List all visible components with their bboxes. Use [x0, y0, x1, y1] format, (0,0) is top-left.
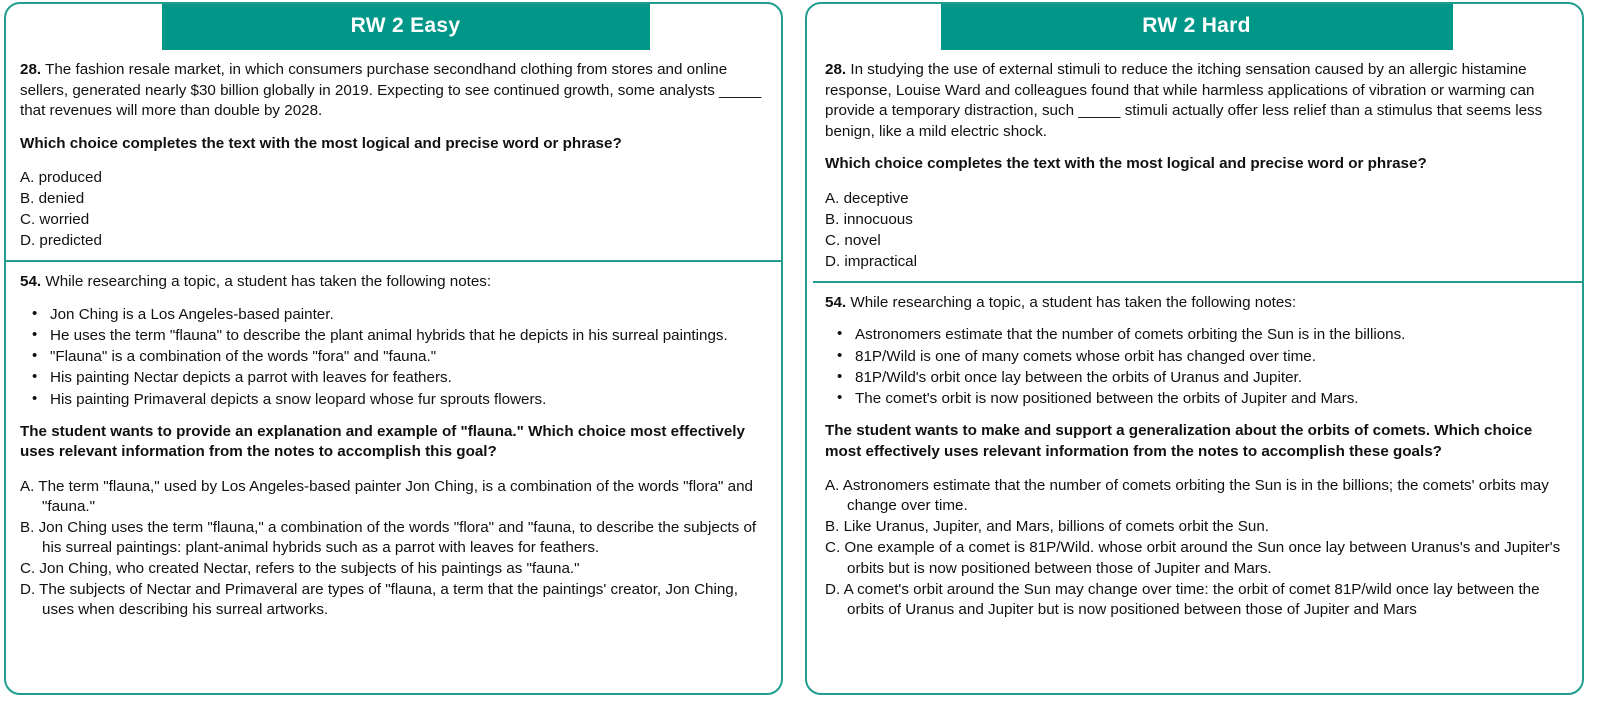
- choice-c[interactable]: C. novel: [825, 231, 881, 249]
- note-item: • 81P/Wild is one of many comets whose orbit has changed over time.: [825, 347, 1568, 367]
- panel-rw2-hard: [805, 2, 1584, 695]
- choice-b[interactable]: B. Like Uranus, Jupiter, and Mars, billions of comets orbit the Sun.: [825, 518, 1270, 536]
- panel-header-hard: [807, 4, 1582, 50]
- note-item: • 81P/Wild's orbit once lay between the orbits of Uranus and Jupiter.: [825, 368, 1568, 388]
- question-54-easy: [6, 262, 781, 629]
- question-54-notes-easy: [20, 305, 767, 410]
- question-28-choices-easy: [20, 168, 767, 251]
- question-28-easy: [6, 50, 781, 260]
- choice-d[interactable]: D. predicted: [20, 232, 102, 250]
- note-item: • The comet's orbit is now positioned between the orbits of Jupiter and Mars.: [825, 389, 1568, 409]
- question-54-stem-easy: [20, 272, 767, 293]
- question-28-prompt-easy: Which choice completes the text with the most logical and precise word or phrase?: [20, 134, 622, 152]
- choice-b[interactable]: B. innocuous: [825, 210, 913, 228]
- question-28-stem-hard: [825, 60, 1568, 142]
- question-54-prompt-easy: The student wants to provide an explanation and example of "flauna." Which choice most effectively uses relevant information from the notes to accomplish this goal?: [20, 422, 745, 461]
- question-28-hard: [807, 50, 1582, 281]
- question-54-number-hard: 54.: [825, 293, 847, 311]
- choice-a[interactable]: A. The term "flauna," used by Los Angeles-based painter Jon Ching, is a combination of the words "flora" and "fauna.": [20, 477, 753, 516]
- choice-a[interactable]: A. Astronomers estimate that the number of comets orbiting the Sun is in the billions; the comets' orbits may change over time.: [825, 477, 1549, 515]
- question-54-stem-text-hard: While researching a topic, a student has taken the following notes:: [850, 293, 1297, 311]
- note-item: • His painting Primaveral depicts a snow leopard whose fur sprouts flowers.: [20, 390, 767, 410]
- question-28-number-hard: 28.: [825, 61, 847, 78]
- question-54-choices-hard: [825, 476, 1568, 619]
- question-54-notes-hard: [825, 325, 1568, 409]
- choice-d[interactable]: D. The subjects of Nectar and Primaveral are types of "flauna, a term that the paintings' creator, Jon Ching, uses when describing his surreal artworks.: [20, 581, 738, 619]
- question-54-number-easy: 54.: [20, 273, 42, 291]
- choice-d[interactable]: D. A comet's orbit around the Sun may change over time: the orbit of comet 81P/wild once lay between the orbits of Uranus and Jupiter but is now positioned between those of Jupiter and Mars: [825, 580, 1540, 618]
- question-54-hard: [807, 283, 1582, 629]
- question-28-number-easy: 28.: [20, 61, 42, 78]
- panel-header-easy: [6, 4, 781, 50]
- question-28-stem-text-easy: The fashion resale market, in which consumers purchase secondhand clothing from stores and online sellers, generated nearly $30 billion globally in 2019. Expecting to see continued growth, some analysts _____ that revenues will more than double by 2028.: [20, 61, 762, 120]
- question-54-stem-hard: [825, 293, 1568, 314]
- question-28-choices-hard: [825, 189, 1568, 272]
- note-item: • "Flauna" is a combination of the words "fora" and "fauna.": [20, 347, 767, 367]
- question-54-stem-text-easy: While researching a topic, a student has taken the following notes:: [45, 273, 492, 291]
- panel-title-banner-hard: RW 2 Hard: [941, 2, 1453, 50]
- choice-c[interactable]: C. Jon Ching, who created Nectar, refers to the subjects of his paintings as "fauna.": [20, 560, 580, 578]
- choice-c[interactable]: C. worried: [20, 211, 90, 229]
- question-28-stem-easy: [20, 60, 767, 122]
- choice-b[interactable]: B. denied: [20, 190, 85, 208]
- choice-a[interactable]: A. produced: [20, 169, 102, 187]
- note-item: • Astronomers estimate that the number of comets orbiting the Sun is in the billions.: [825, 325, 1568, 345]
- question-54-choices-easy: [20, 477, 767, 620]
- choice-c[interactable]: C. One example of a comet is 81P/Wild. whose orbit around the Sun once lay between Uranus's and Jupiter's orbits but is now positioned between those of Jupiter and Mars.: [825, 539, 1561, 577]
- choice-b[interactable]: B. Jon Ching uses the term "flauna," a combination of the words "flora" and "fauna, to describe the subjects of his surreal paintings: plant-animal hybrids such as a parrot with leaves for feathers.: [20, 519, 757, 557]
- question-54-prompt-hard: The student wants to make and support a generalization about the orbits of comets. Which choice most effectively uses relevant information from the notes to accomplish these goals?: [825, 422, 1533, 460]
- note-item: • He uses the term "flauna" to describe the plant animal hybrids that he depicts in his surreal paintings.: [20, 326, 767, 346]
- question-28-stem-text-hard: In studying the use of external stimuli to reduce the itching sensation caused by an allergic histamine response, Louise Ward and colleagues found that while harmless applications of vibration or warming can provide a temporary distraction, such _____ stimuli actually offer less relief than a stimulus that seems less benign, like a mild electric shock.: [825, 61, 1543, 140]
- panel-rw2-easy: [4, 2, 783, 695]
- note-item: • His painting Nectar depicts a parrot with leaves for feathers.: [20, 368, 767, 388]
- note-item: • Jon Ching is a Los Angeles-based painter.: [20, 305, 767, 325]
- choice-d[interactable]: D. impractical: [825, 252, 917, 270]
- panel-title-banner-easy: RW 2 Easy: [162, 2, 650, 50]
- question-28-prompt-hard: Which choice completes the text with the most logical and precise word or phrase?: [825, 155, 1427, 173]
- choice-a[interactable]: A. deceptive: [825, 189, 909, 207]
